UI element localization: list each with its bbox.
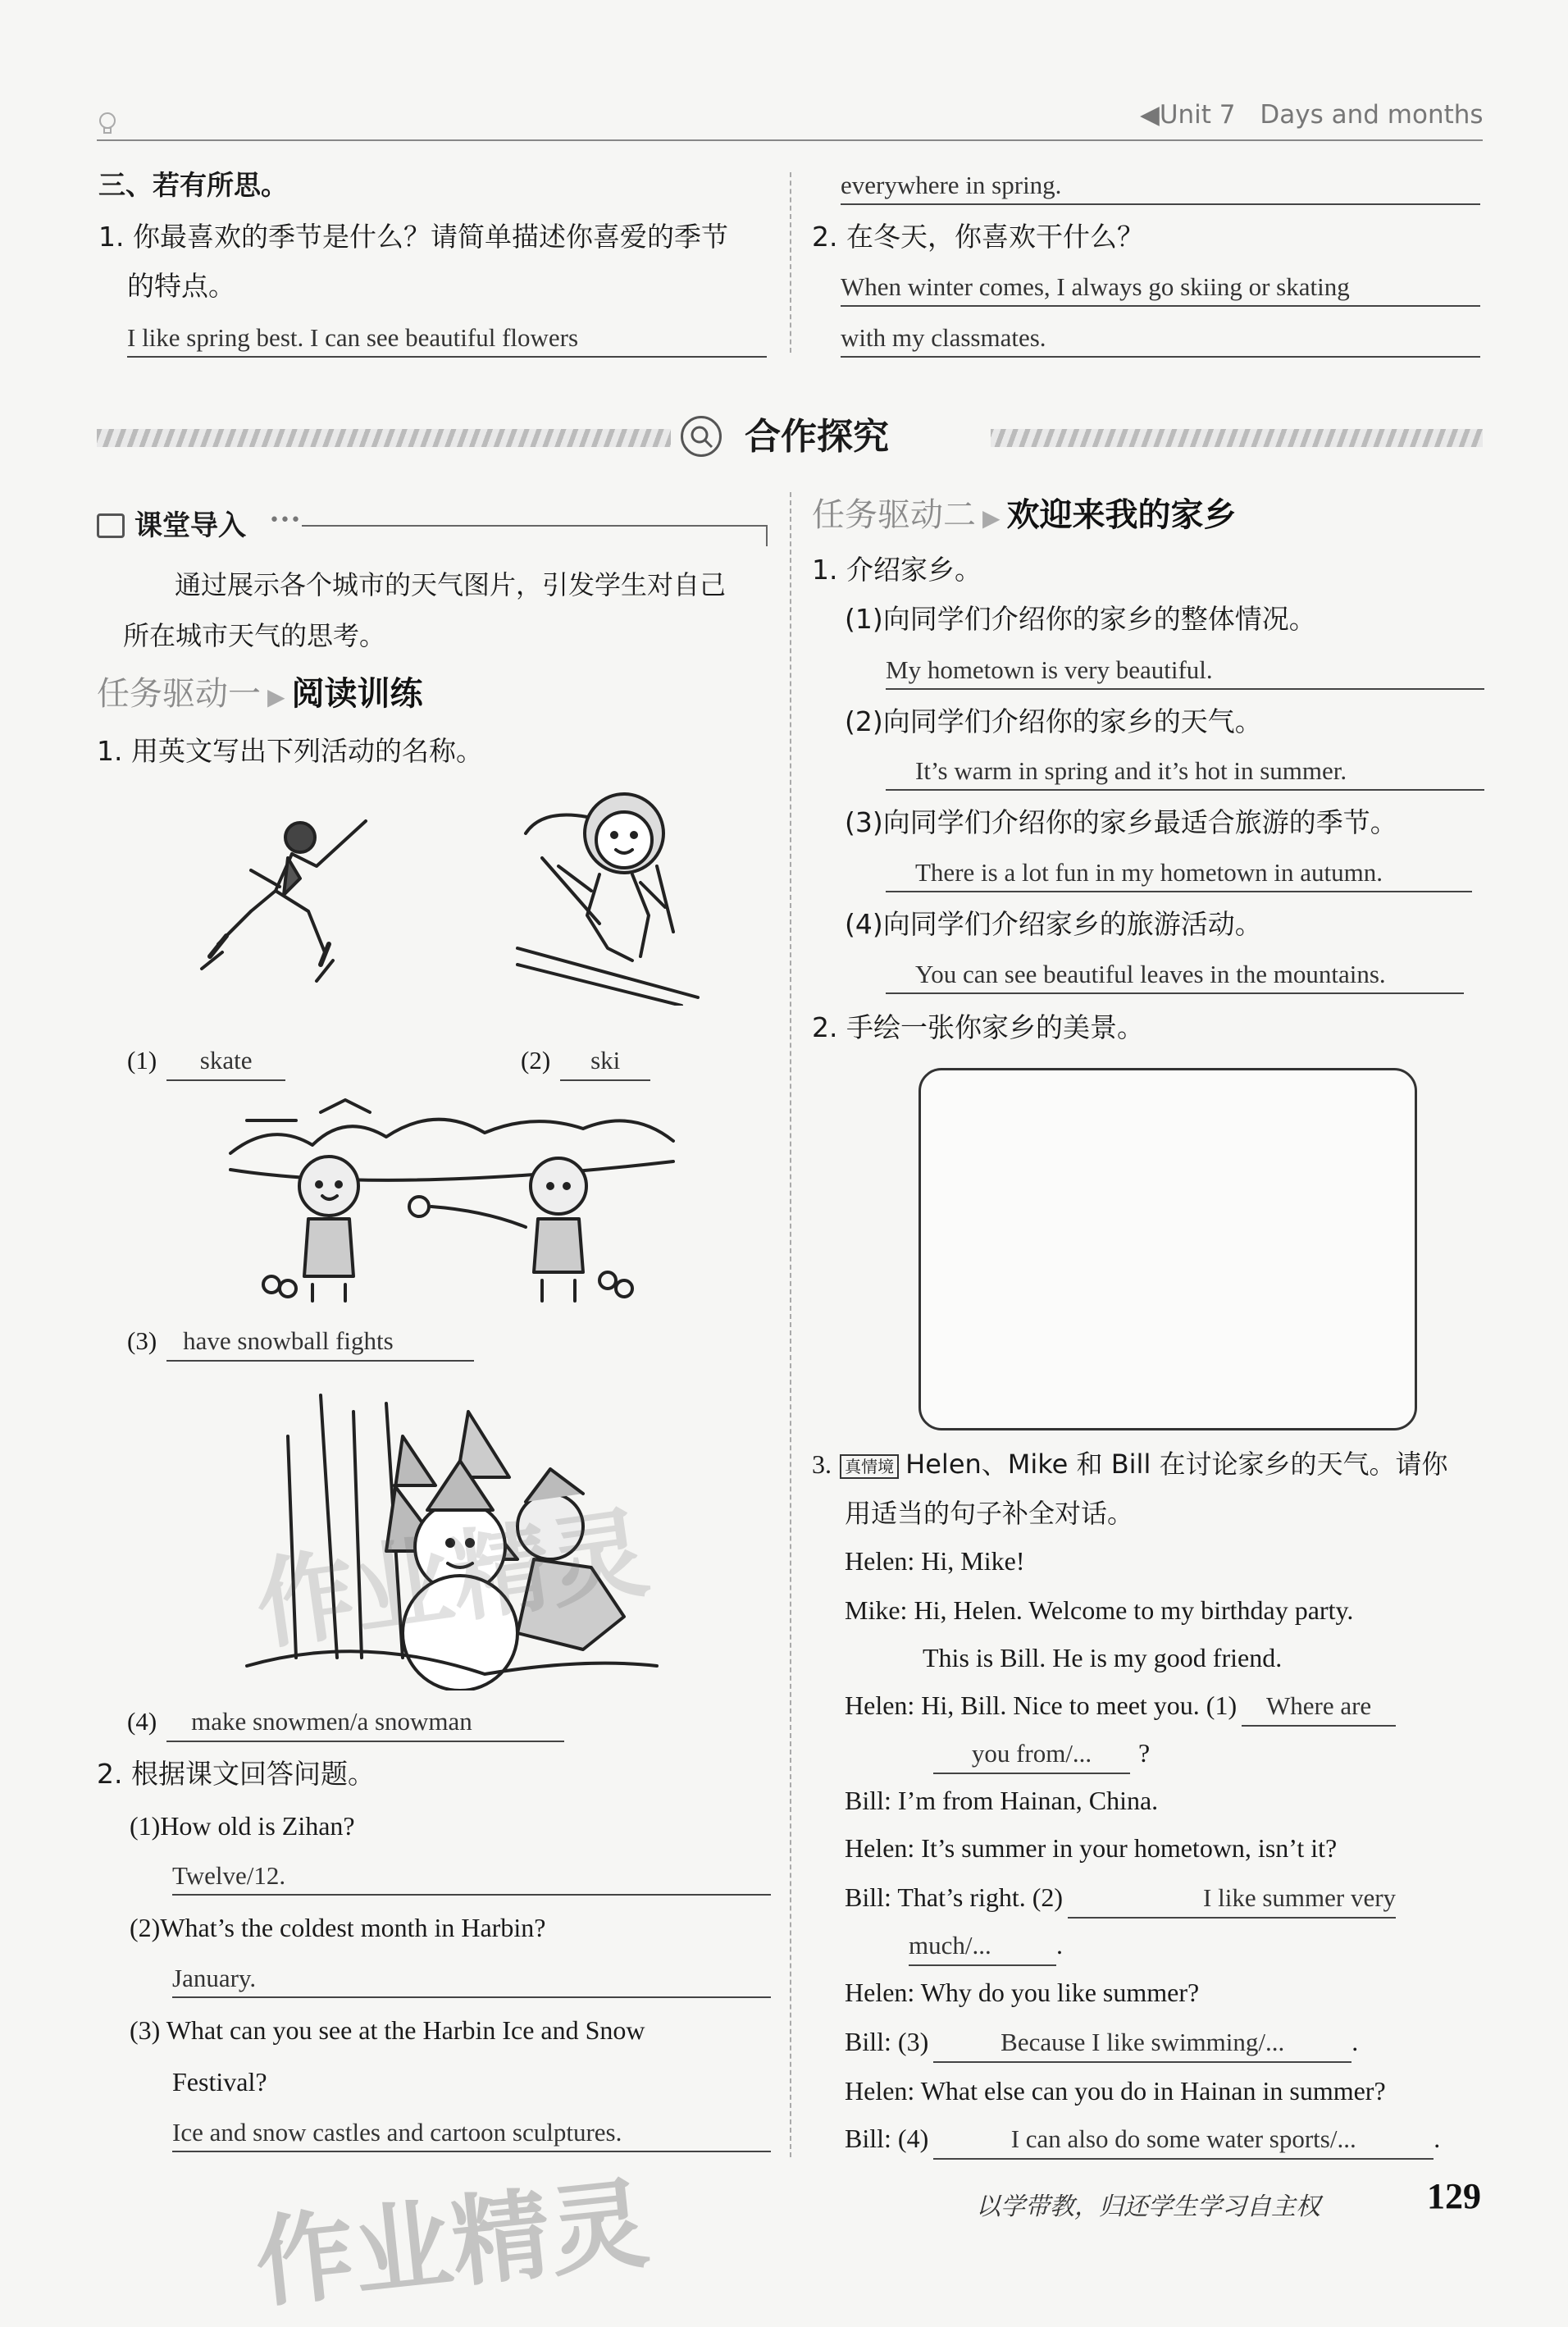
top-q1-line1: 1. 你最喜欢的季节是什么？请简单描述你喜爱的季节 [98, 221, 728, 253]
dialog-answer-4: I can also do some water sports/... [933, 2120, 1434, 2160]
dialog-line-4 [845, 1686, 1396, 1727]
watermark-text-1: 作业精灵 [249, 1496, 655, 1664]
triangle-right-icon: ▶ [982, 504, 1001, 532]
left-q2-item1-question: (1)How old is Zihan? [130, 1811, 355, 1841]
left-q2-item3-question-line1: (3) What can you see at the Harbin Ice and Snow [130, 2015, 645, 2045]
left-q1-item4-answer: make snowmen/a snowman [166, 1703, 564, 1742]
dialog-answer-1b: you from/... [933, 1735, 1130, 1774]
intro-line1: 通过展示各个城市的天气图片，引发学生对自己 [175, 569, 727, 600]
top-q2-answer-line2: with my classmates. [841, 320, 1480, 358]
dialog-line-11 [845, 2119, 1440, 2160]
task1-title [97, 671, 423, 720]
intro-rule-end [766, 525, 768, 546]
dialog-line-7-text: Bill: That’s right. (2) [845, 1882, 1064, 1912]
dialog-line-7 [845, 1878, 1396, 1919]
left-q2-item2-question: (2)What’s the coldest month in Harbin? [130, 1913, 546, 1942]
left-q1-text: 1. 用英文写出下列活动的名称。 [97, 735, 483, 767]
page-number: 129 [1427, 2176, 1481, 2216]
right-q3-num: 3. [812, 1449, 832, 1479]
right-q1-item4-answer: You can see beautiful leaves in the mountains. [886, 956, 1464, 994]
banner-icon [681, 416, 722, 457]
intro-rule [302, 525, 768, 527]
triangle-right-icon: ▶ [267, 683, 285, 710]
dialog-line-2: Mike: Hi, Helen. Welcome to my birthday party. [845, 1595, 1354, 1625]
left-q2-item3-answer: Ice and snow castles and cartoon sculptures. [172, 2115, 771, 2152]
right-q2-text: 2. 手绘一张你家乡的美景。 [812, 1011, 1144, 1043]
left-q1-item4 [127, 1703, 564, 1742]
top-q1-answer-line2: everywhere in spring. [841, 167, 1480, 205]
right-q1-item3-answer: There is a lot fun in my hometown in autumn. [886, 855, 1472, 892]
dialog-line-10: Helen: What else can you do in Hainan in summer? [845, 2076, 1386, 2106]
right-q3-text-line1: Helen、Mike 和 Bill 在讨论家乡的天气。请你 [905, 1449, 1448, 1480]
dialog-answer-2b: much/... [909, 1927, 1056, 1966]
skating-person-image [176, 812, 391, 994]
top-q1-line2: 的特点。 [127, 270, 235, 302]
left-q1-item2 [521, 1042, 650, 1081]
banner [97, 414, 1483, 460]
right-q3-text-line2: 用适当的句子补全对话。 [845, 1498, 1134, 1529]
period-2: . [1351, 2027, 1359, 2056]
dialog-line-1: Helen: Hi, Mike! [845, 1546, 1025, 1576]
left-q2-text: 2. 根据课文回答问题。 [97, 1758, 375, 1790]
period-1: . [1056, 1930, 1063, 1960]
triangle-left-icon: ◀ [1140, 100, 1160, 130]
left-q1-item1 [127, 1042, 285, 1081]
snowball-fight-image [221, 1095, 682, 1310]
dialog-answer-3: Because I like swimming/... [933, 2024, 1351, 2063]
left-q2-item2-answer: January. [172, 1960, 771, 1998]
task1-prefix: 任务驱动一 [97, 675, 261, 713]
left-q1-item1-num: (1) [127, 1046, 157, 1075]
right-q1-item2-answer: It’s warm in spring and it’s hot in summer. [886, 753, 1484, 791]
dialog-answer-2a: I like summer very [1068, 1879, 1396, 1919]
right-q1-item4-question: (4)向同学们介绍家乡的旅游活动。 [845, 908, 1262, 940]
right-q1-item2-question: (2)向同学们介绍你的家乡的天气。 [845, 705, 1262, 737]
situation-tag: 真情境 [840, 1454, 899, 1479]
dialog-line-5: Bill: I’m from Hainan, China. [845, 1786, 1159, 1815]
banner-title: 合作探究 [745, 416, 889, 458]
dialog-line-7b [909, 1926, 1063, 1966]
dialog-answer-1a: Where are [1242, 1687, 1396, 1727]
top-q2-text: 2. 在冬天，你喜欢干什么？ [812, 221, 1144, 253]
task2-title [812, 492, 1237, 541]
top-q1-answer-line1: I like spring best. I can see beautiful flowers [127, 320, 767, 358]
task2-prefix: 任务驱动二 [812, 496, 976, 534]
period-3: . [1434, 2124, 1441, 2153]
skiing-child-image [508, 783, 707, 1006]
header-unit: ◀Unit 7 Days and months [1140, 100, 1484, 130]
task1-name: 阅读训练 [291, 675, 423, 713]
header-title: Days and months [1260, 100, 1484, 130]
header-rule [97, 139, 1483, 141]
right-q1-item3-question: (3)向同学们介绍你的家乡最适合旅游的季节。 [845, 806, 1397, 838]
dialog-line-9-text: Bill: (3) [845, 2027, 929, 2056]
dialog-line-9 [845, 2023, 1358, 2063]
dialog-line-11-text: Bill: (4) [845, 2124, 929, 2153]
footer-slogan: 以学带教，归还学生学习自主权 [976, 2192, 1320, 2221]
intro-dots: ••• [269, 510, 301, 531]
right-q1-text: 1. 介绍家乡。 [812, 554, 982, 586]
dialog-line-3: This is Bill. He is my good friend. [923, 1643, 1283, 1672]
left-q2-item1-answer: Twelve/12. [172, 1858, 771, 1896]
watermark-bottom [248, 2145, 654, 2326]
right-q3-header [812, 1445, 1448, 1483]
intro-label: 课堂导入 [134, 509, 246, 542]
task2-name: 欢迎来我的家乡 [1006, 496, 1237, 534]
dialog-line-4-text: Helen: Hi, Bill. Nice to meet you. (1) [845, 1690, 1238, 1720]
column-divider-main [790, 492, 791, 2157]
left-q1-item2-num: (2) [521, 1046, 551, 1075]
right-q1-item1-question: (1)向同学们介绍你的家乡的整体情况。 [845, 603, 1316, 635]
left-q1-item3-answer: have snowball fights [166, 1322, 474, 1362]
left-q1-item1-answer: skate [166, 1042, 285, 1081]
intro-header [97, 507, 768, 548]
bulb-icon [97, 112, 118, 136]
left-q1-item3 [127, 1322, 474, 1362]
intro-line2: 所在城市天气的思考。 [123, 620, 386, 651]
top-q2-answer-line1: When winter comes, I always go skiing or skating [841, 269, 1480, 307]
left-q2-item3-question-line2: Festival? [172, 2067, 267, 2097]
question-mark: ? [1138, 1738, 1151, 1768]
drawing-box[interactable] [918, 1068, 1417, 1430]
dialog-line-8: Helen: Why do you like summer? [845, 1978, 1200, 2007]
watermark-text-2: 作业精灵 [250, 2167, 654, 2322]
left-q1-item2-answer: ski [560, 1042, 650, 1081]
classroom-icon [97, 513, 125, 538]
left-q1-item4-num: (4) [127, 1707, 157, 1736]
dialog-line-4b [933, 1734, 1150, 1774]
left-q1-item3-num: (3) [127, 1326, 157, 1355]
dialog-line-6: Helen: It’s summer in your hometown, isn’t it? [845, 1833, 1338, 1863]
right-q1-item1-answer: My hometown is very beautiful. [886, 652, 1484, 690]
column-divider-top [790, 172, 791, 353]
section-title: 三、若有所思。 [98, 169, 288, 201]
